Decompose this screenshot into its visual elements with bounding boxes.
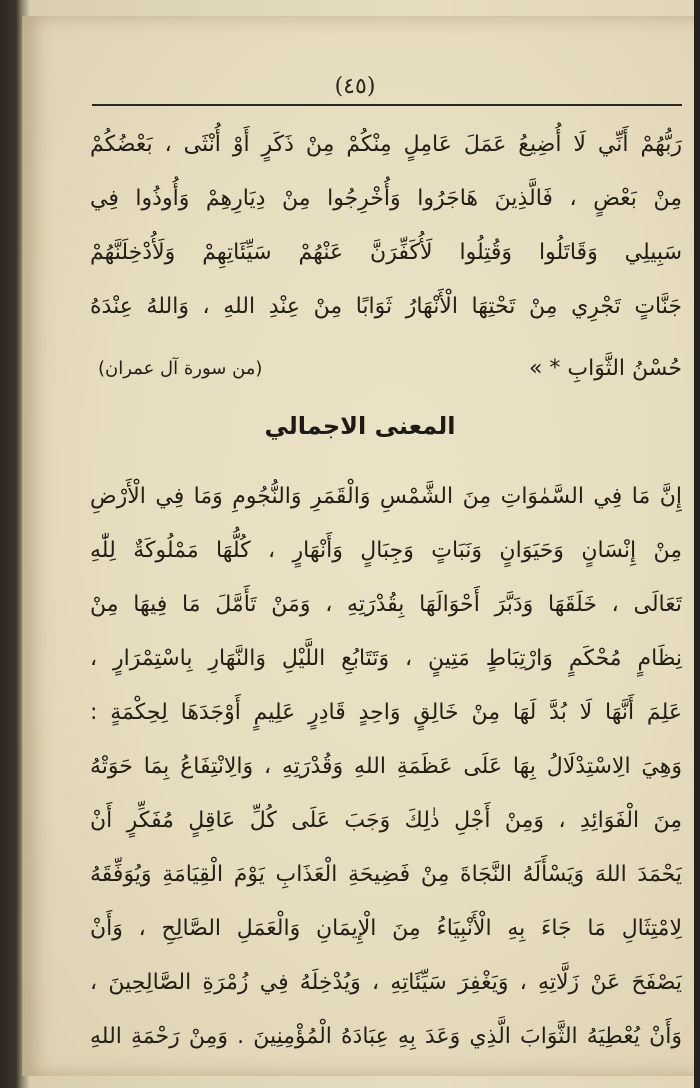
body-line: لِامْتِثَالِ مَا جَاءَ بِهِ الْأَنْبِيَاءُ مِنَ الْإِيمَانِ وَالْعَمَلِ الصَّالِحِ ، وَأَنْ xyxy=(90,916,682,941)
verse-line: رَبُّهُمْ أَنِّي لَا أُضِيعُ عَمَلَ عَامِلٍ مِنْكُمْ مِنْ ذَكَرٍ أَوْ أُنْثَى ، بَعْضُكُمْ xyxy=(90,132,682,157)
body-line: يَصْفَحَ عَنْ زَلَّاتِهِ ، وَيَغْفِرَ سَيِّئَاتِهِ ، وَيُدْخِلَهُ فِي زُمْرَةِ الصَّالِحِينَ ، xyxy=(90,970,682,995)
verse-line: مِنْ بَعْضٍ ، فَالَّذِينَ هَاجَرُوا وَأُخْرِجُوا مِنْ دِيَارِهِمْ وَأُوذُوا فِي xyxy=(90,186,682,211)
body-line: عَلِمَ أَنَّهَا لَا بُدَّ لَهَا مِنْ خَالِقٍ وَاحِدٍ قَادِرٍ عَلِيمٍ أَوْجَدَهَا لِحِكْمَةٍ : xyxy=(90,700,682,725)
verse-source: (من سورة آل عمران) xyxy=(98,358,263,379)
body-line: وَهِيَ الِاسْتِدْلَالُ بِهَا عَلَى عَظَمَةِ اللهِ وَقُدْرَتِهِ ، وَالِانْتِفَاعُ بِمَا حَوَتْهُ xyxy=(90,754,682,779)
body-line: مِنَ الْفَوَائِدِ ، وَمِنْ أَجْلِ ذٰلِكَ وَجَبَ عَلَى كُلِّ عَاقِلٍ مُفَكِّرٍ أَنْ xyxy=(90,808,682,833)
verse-line: سَبِيلِي وَقَاتَلُوا وَقُتِلُوا لَأُكَفِّرَنَّ عَنْهُمْ سَيِّئَاتِهِمْ وَلَأُدْخِلَنَّهُمْ xyxy=(90,240,682,265)
body-line: يَحْمَدَ اللهَ وَيَسْأَلَهُ النَّجَاةَ مِنْ فَضِيحَةِ الْعَذَابِ يَوْمَ الْقِيَامَةِ وَيُوَفِّقَهُ xyxy=(90,862,682,887)
body-line: مِنْ إِنْسَانٍ وَحَيَوَانٍ وَنَبَاتٍ وَجِبَالٍ وَأَنْهَارٍ ، كُلُّهَا مَمْلُوكَةٌ لِلّٰهِ xyxy=(90,538,682,563)
section-title: المعنى الاجمالي xyxy=(264,412,456,440)
page-number: (٤٥) xyxy=(334,74,376,99)
body-line: نِظَامٍ مُحْكَمٍ وَارْتِبَاطٍ مَتِينٍ ، وَتَتَابُعِ اللَّيْلِ وَالنَّهَارِ بِاسْتِمْرَارٍ ، xyxy=(90,646,682,671)
quran-verse xyxy=(90,118,682,334)
scan-edge xyxy=(694,0,700,1088)
header-rule xyxy=(92,104,682,106)
verse-closing-row xyxy=(90,342,682,396)
body-line: وَأَنْ يُعْطِيَهُ الثَّوَابَ الَّذِي وَعَدَ بِهِ عِبَادَهُ الْمُؤْمِنِينَ . وَمِنْ رَحْمَةِ اللهِ xyxy=(90,1024,682,1049)
body-paragraph xyxy=(90,470,682,1064)
verse-line: حُسْنُ الثَّوَابِ * » xyxy=(528,356,682,381)
body-line: تَعَالَى ، خَلَقَهَا وَدَبَّرَ أَحْوَالَهَا بِقُدْرَتِهِ ، وَمَنْ تَأَمَّلَ مَا فِيهَا مِنْ xyxy=(90,592,682,617)
body-line: إِنَّ مَا فِي السَّمٰوَاتِ مِنَ الشَّمْسِ وَالْقَمَرِ وَالنُّجُومِ وَمَا فِي الْأَرْضِ xyxy=(90,484,682,509)
verse-line: جَنَّاتٍ تَجْرِي مِنْ تَحْتِهَا الْأَنْهَارُ ثَوَابًا مِنْ عِنْدِ اللهِ ، وَاللهُ عِنْدَهُ xyxy=(90,294,682,319)
